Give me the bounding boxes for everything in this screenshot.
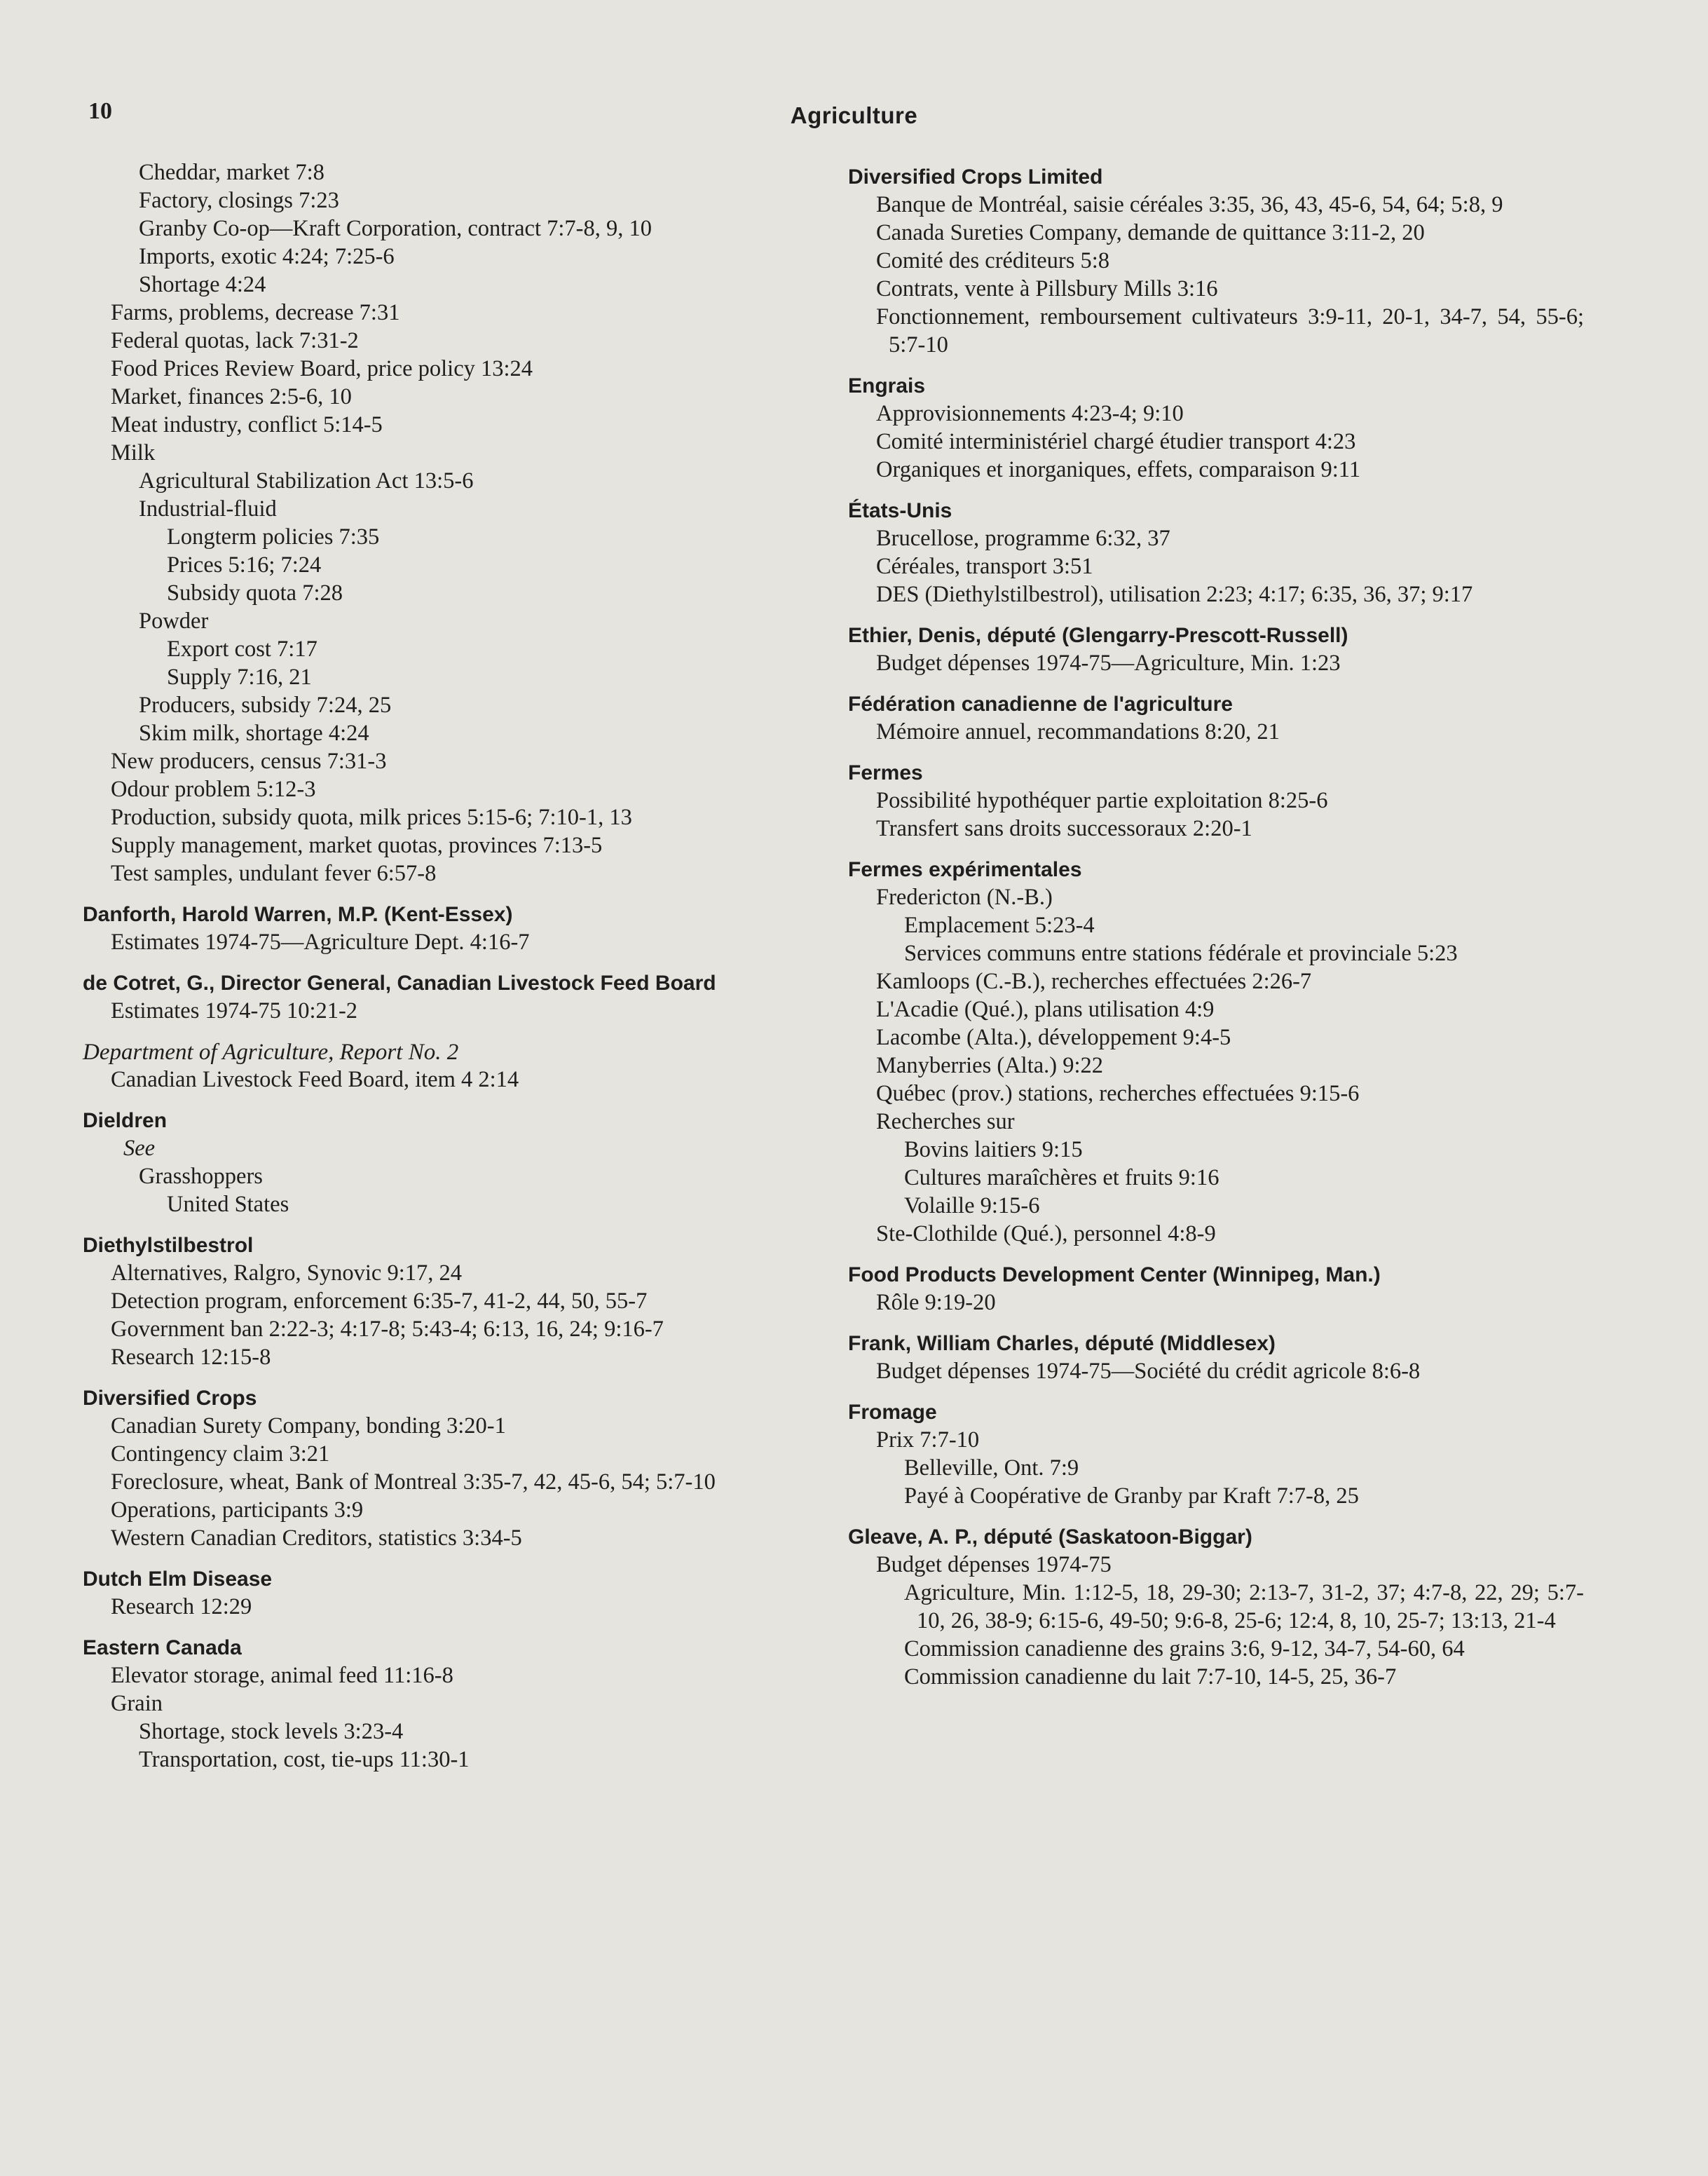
index-entry: Federal quotas, lack 7:31-2 — [111, 328, 359, 353]
index-heading: Dieldren — [83, 1109, 168, 1132]
index-entry: Approvisionnements 4:23-4; 9:10 — [876, 401, 1184, 426]
index-column-left — [83, 158, 826, 1774]
index-entry: Belleville, Ont. 7:9 — [904, 1455, 1079, 1481]
index-entry: Organiques et inorganiques, effets, comparaison 9:11 — [876, 457, 1361, 482]
index-entry: Farms, problems, decrease 7:31 — [111, 300, 400, 325]
running-head-title: Agriculture — [790, 102, 918, 128]
page-number: 10 — [88, 98, 112, 124]
index-entry: Export cost 7:17 — [167, 637, 317, 662]
index-entry: Subsidy quota 7:28 — [167, 580, 343, 606]
index-entry: Possibilité hypothéquer partie exploitation 8:25-6 — [876, 788, 1328, 813]
index-entry: Volaille 9:15-6 — [904, 1193, 1040, 1218]
index-entry: Mémoire annuel, recommandations 8:20, 21 — [876, 719, 1280, 744]
index-entry: Research 12:29 — [111, 1594, 252, 1619]
index-entry: Government ban 2:22-3; 4:17-8; 5:43-4; 6:13, 16, 24; 9:16-7 — [111, 1317, 664, 1342]
index-entry: New producers, census 7:31-3 — [111, 749, 387, 774]
index-entry: Food Prices Review Board, price policy 13:24 — [111, 356, 533, 381]
index-heading: Food Products Development Center (Winnipeg, Man.) — [848, 1263, 1381, 1286]
index-heading: Gleave, A. P., député (Saskatoon-Biggar) — [848, 1525, 1252, 1549]
index-entry: Agricultural Stabilization Act 13:5-6 — [139, 468, 474, 494]
index-heading: Diversified Crops Limited — [848, 165, 1103, 189]
index-entry: Canadian Surety Company, bonding 3:20-1 — [111, 1413, 506, 1439]
index-entry: Ste-Clothilde (Qué.), personnel 4:8-9 — [876, 1221, 1216, 1246]
index-entry: Shortage 4:24 — [139, 272, 266, 297]
index-entry: Céréales, transport 3:51 — [876, 554, 1093, 579]
index-heading: Danforth, Harold Warren, M.P. (Kent-Essex) — [83, 903, 513, 926]
index-entry: Commission canadienne des grains 3:6, 9-12, 34-7, 54-60, 64 — [904, 1636, 1465, 1661]
index-column-right — [848, 158, 1584, 1691]
index-heading: Fédération canadienne de l'agriculture — [848, 693, 1233, 716]
index-entry: Payé à Coopérative de Granby par Kraft 7:7-8, 25 — [904, 1483, 1359, 1509]
index-entry: Western Canadian Creditors, statistics 3:34-5 — [111, 1525, 522, 1551]
index-entry: Québec (prov.) stations, recherches effectuées 9:15-6 — [876, 1081, 1360, 1106]
index-entry: Detection program, enforcement 6:35-7, 41-2, 44, 50, 55-7 — [111, 1288, 648, 1314]
index-heading: Diethylstilbestrol — [83, 1234, 254, 1257]
index-entry: Shortage, stock levels 3:23-4 — [139, 1719, 404, 1744]
index-entry: Kamloops (C.-B.), recherches effectuées 2:26-7 — [876, 969, 1312, 994]
index-entry: Brucellose, programme 6:32, 37 — [876, 526, 1170, 551]
index-entry: Supply 7:16, 21 — [167, 665, 312, 690]
see-reference: See — [123, 1136, 156, 1161]
index-entry: Prix 7:7-10 — [876, 1427, 980, 1453]
index-entry: Foreclosure, wheat, Bank of Montreal 3:35-7, 42, 45-6, 54; 5:7-10 — [111, 1469, 716, 1495]
index-entry: Industrial-fluid — [139, 496, 277, 522]
index-entry: Budget dépenses 1974-75—Agriculture, Min. 1:23 — [876, 651, 1341, 676]
index-entry: Comité interministériel chargé étudier transport 4:23 — [876, 429, 1356, 454]
index-entry: Skim milk, shortage 4:24 — [139, 721, 369, 746]
index-entry: Contrats, vente à Pillsbury Mills 3:16 — [876, 276, 1218, 301]
index-entry: Comité des créditeurs 5:8 — [876, 248, 1110, 273]
index-heading: Ethier, Denis, député (Glengarry-Prescott-Russell) — [848, 624, 1348, 647]
index-entry: Emplacement 5:23-4 — [904, 913, 1095, 938]
index-heading: de Cotret, G., Director General, Canadian Livestock Feed Board — [83, 972, 716, 995]
index-entry: Imports, exotic 4:24; 7:25-6 — [139, 244, 395, 269]
index-entry: Fonctionnement, remboursement cultivateurs 3:9-11, 20-1, 34-7, 54, 55-6; 5:7-10 — [876, 304, 1584, 358]
index-entry: Budget dépenses 1974-75—Société du crédit agricole 8:6-8 — [876, 1359, 1421, 1384]
index-heading: Fermes expérimentales — [848, 858, 1082, 881]
index-entry: Prices 5:16; 7:24 — [167, 552, 322, 578]
index-entry: Canada Sureties Company, demande de quittance 3:11-2, 20 — [876, 220, 1425, 245]
index-entry: Rôle 9:19-20 — [876, 1290, 996, 1315]
index-entry: Meat industry, conflict 5:14-5 — [111, 412, 383, 437]
index-entry: Recherches sur — [876, 1109, 1015, 1134]
index-entry: Producers, subsidy 7:24, 25 — [139, 693, 392, 718]
index-entry: Lacombe (Alta.), développement 9:4-5 — [876, 1025, 1231, 1050]
index-entry: Production, subsidy quota, milk prices 5:15-6; 7:10-1, 13 — [111, 805, 632, 830]
index-entry: DES (Diethylstilbestrol), utilisation 2:23; 4:17; 6:35, 36, 37; 9:17 — [876, 582, 1473, 607]
index-entry: Granby Co-op—Kraft Corporation, contract 7:7-8, 9, 10 — [139, 216, 652, 241]
index-entry: Operations, participants 3:9 — [111, 1497, 364, 1523]
index-entry: Transfert sans droits successoraux 2:20-1 — [876, 816, 1252, 841]
index-entry: Cheddar, market 7:8 — [139, 160, 324, 185]
index-entry: Grain — [111, 1691, 163, 1716]
index-entry: Fredericton (N.-B.) — [876, 885, 1053, 910]
index-entry: Cultures maraîchères et fruits 9:16 — [904, 1165, 1219, 1190]
index-entry: Budget dépenses 1974-75 — [876, 1552, 1112, 1577]
index-entry: L'Acadie (Qué.), plans utilisation 4:9 — [876, 997, 1215, 1022]
index-entry: Research 12:15-8 — [111, 1345, 271, 1370]
index-entry: Estimates 1974-75—Agriculture Dept. 4:16-7 — [111, 930, 530, 955]
index-heading: Diversified Crops — [83, 1387, 257, 1410]
index-entry: Banque de Montréal, saisie céréales 3:35, 36, 43, 45-6, 54, 64; 5:8, 9 — [876, 192, 1503, 217]
index-heading: États-Unis — [848, 499, 952, 522]
index-entry: Bovins laitiers 9:15 — [904, 1137, 1083, 1162]
index-entry: Estimates 1974-75 10:21-2 — [111, 998, 358, 1024]
index-entry: Elevator storage, animal feed 11:16-8 — [111, 1663, 453, 1688]
index-entry: Contingency claim 3:21 — [111, 1441, 330, 1467]
index-entry: United States — [167, 1192, 289, 1217]
index-entry: Grasshoppers — [139, 1164, 263, 1189]
index-entry: Agriculture, Min. 1:12-5, 18, 29-30; 2:13-7, 31-2, 37; 4:7-8, 22, 29; 5:7-10, 26, 38-9; 6:15-6, 49-50; 9:6-8, 25-6; 12:4, 8, 10, 25-7; 13:13, 21-4 — [904, 1580, 1584, 1633]
index-entry: Manyberries (Alta.) 9:22 — [876, 1053, 1104, 1078]
index-entry: Factory, closings 7:23 — [139, 188, 339, 213]
index-entry: Alternatives, Ralgro, Synovic 9:17, 24 — [111, 1260, 462, 1286]
index-entry: Milk — [111, 440, 156, 465]
index-heading: Fromage — [848, 1401, 937, 1424]
index-heading: Department of Agriculture, Report No. 2 — [83, 1040, 459, 1065]
index-entry: Transportation, cost, tie-ups 11:30-1 — [139, 1747, 470, 1772]
index-entry: Services communs entre stations fédérale et provinciale 5:23 — [904, 941, 1458, 966]
index-entry: Test samples, undulant fever 6:57-8 — [111, 861, 437, 886]
index-heading: Eastern Canada — [83, 1636, 242, 1659]
index-entry: Supply management, market quotas, provinces 7:13-5 — [111, 833, 603, 858]
index-heading: Engrais — [848, 374, 926, 397]
index-heading: Fermes — [848, 761, 923, 784]
index-entry: Odour problem 5:12-3 — [111, 777, 316, 802]
index-heading: Dutch Elm Disease — [83, 1568, 273, 1591]
index-entry: Commission canadienne du lait 7:7-10, 14-5, 25, 36-7 — [904, 1664, 1397, 1689]
index-entry: Canadian Livestock Feed Board, item 4 2:14 — [111, 1067, 519, 1092]
index-entry: Powder — [139, 608, 209, 634]
index-entry: Market, finances 2:5-6, 10 — [111, 384, 352, 409]
index-heading: Frank, William Charles, député (Middlesex) — [848, 1332, 1276, 1355]
index-entry: Longterm policies 7:35 — [167, 524, 380, 550]
